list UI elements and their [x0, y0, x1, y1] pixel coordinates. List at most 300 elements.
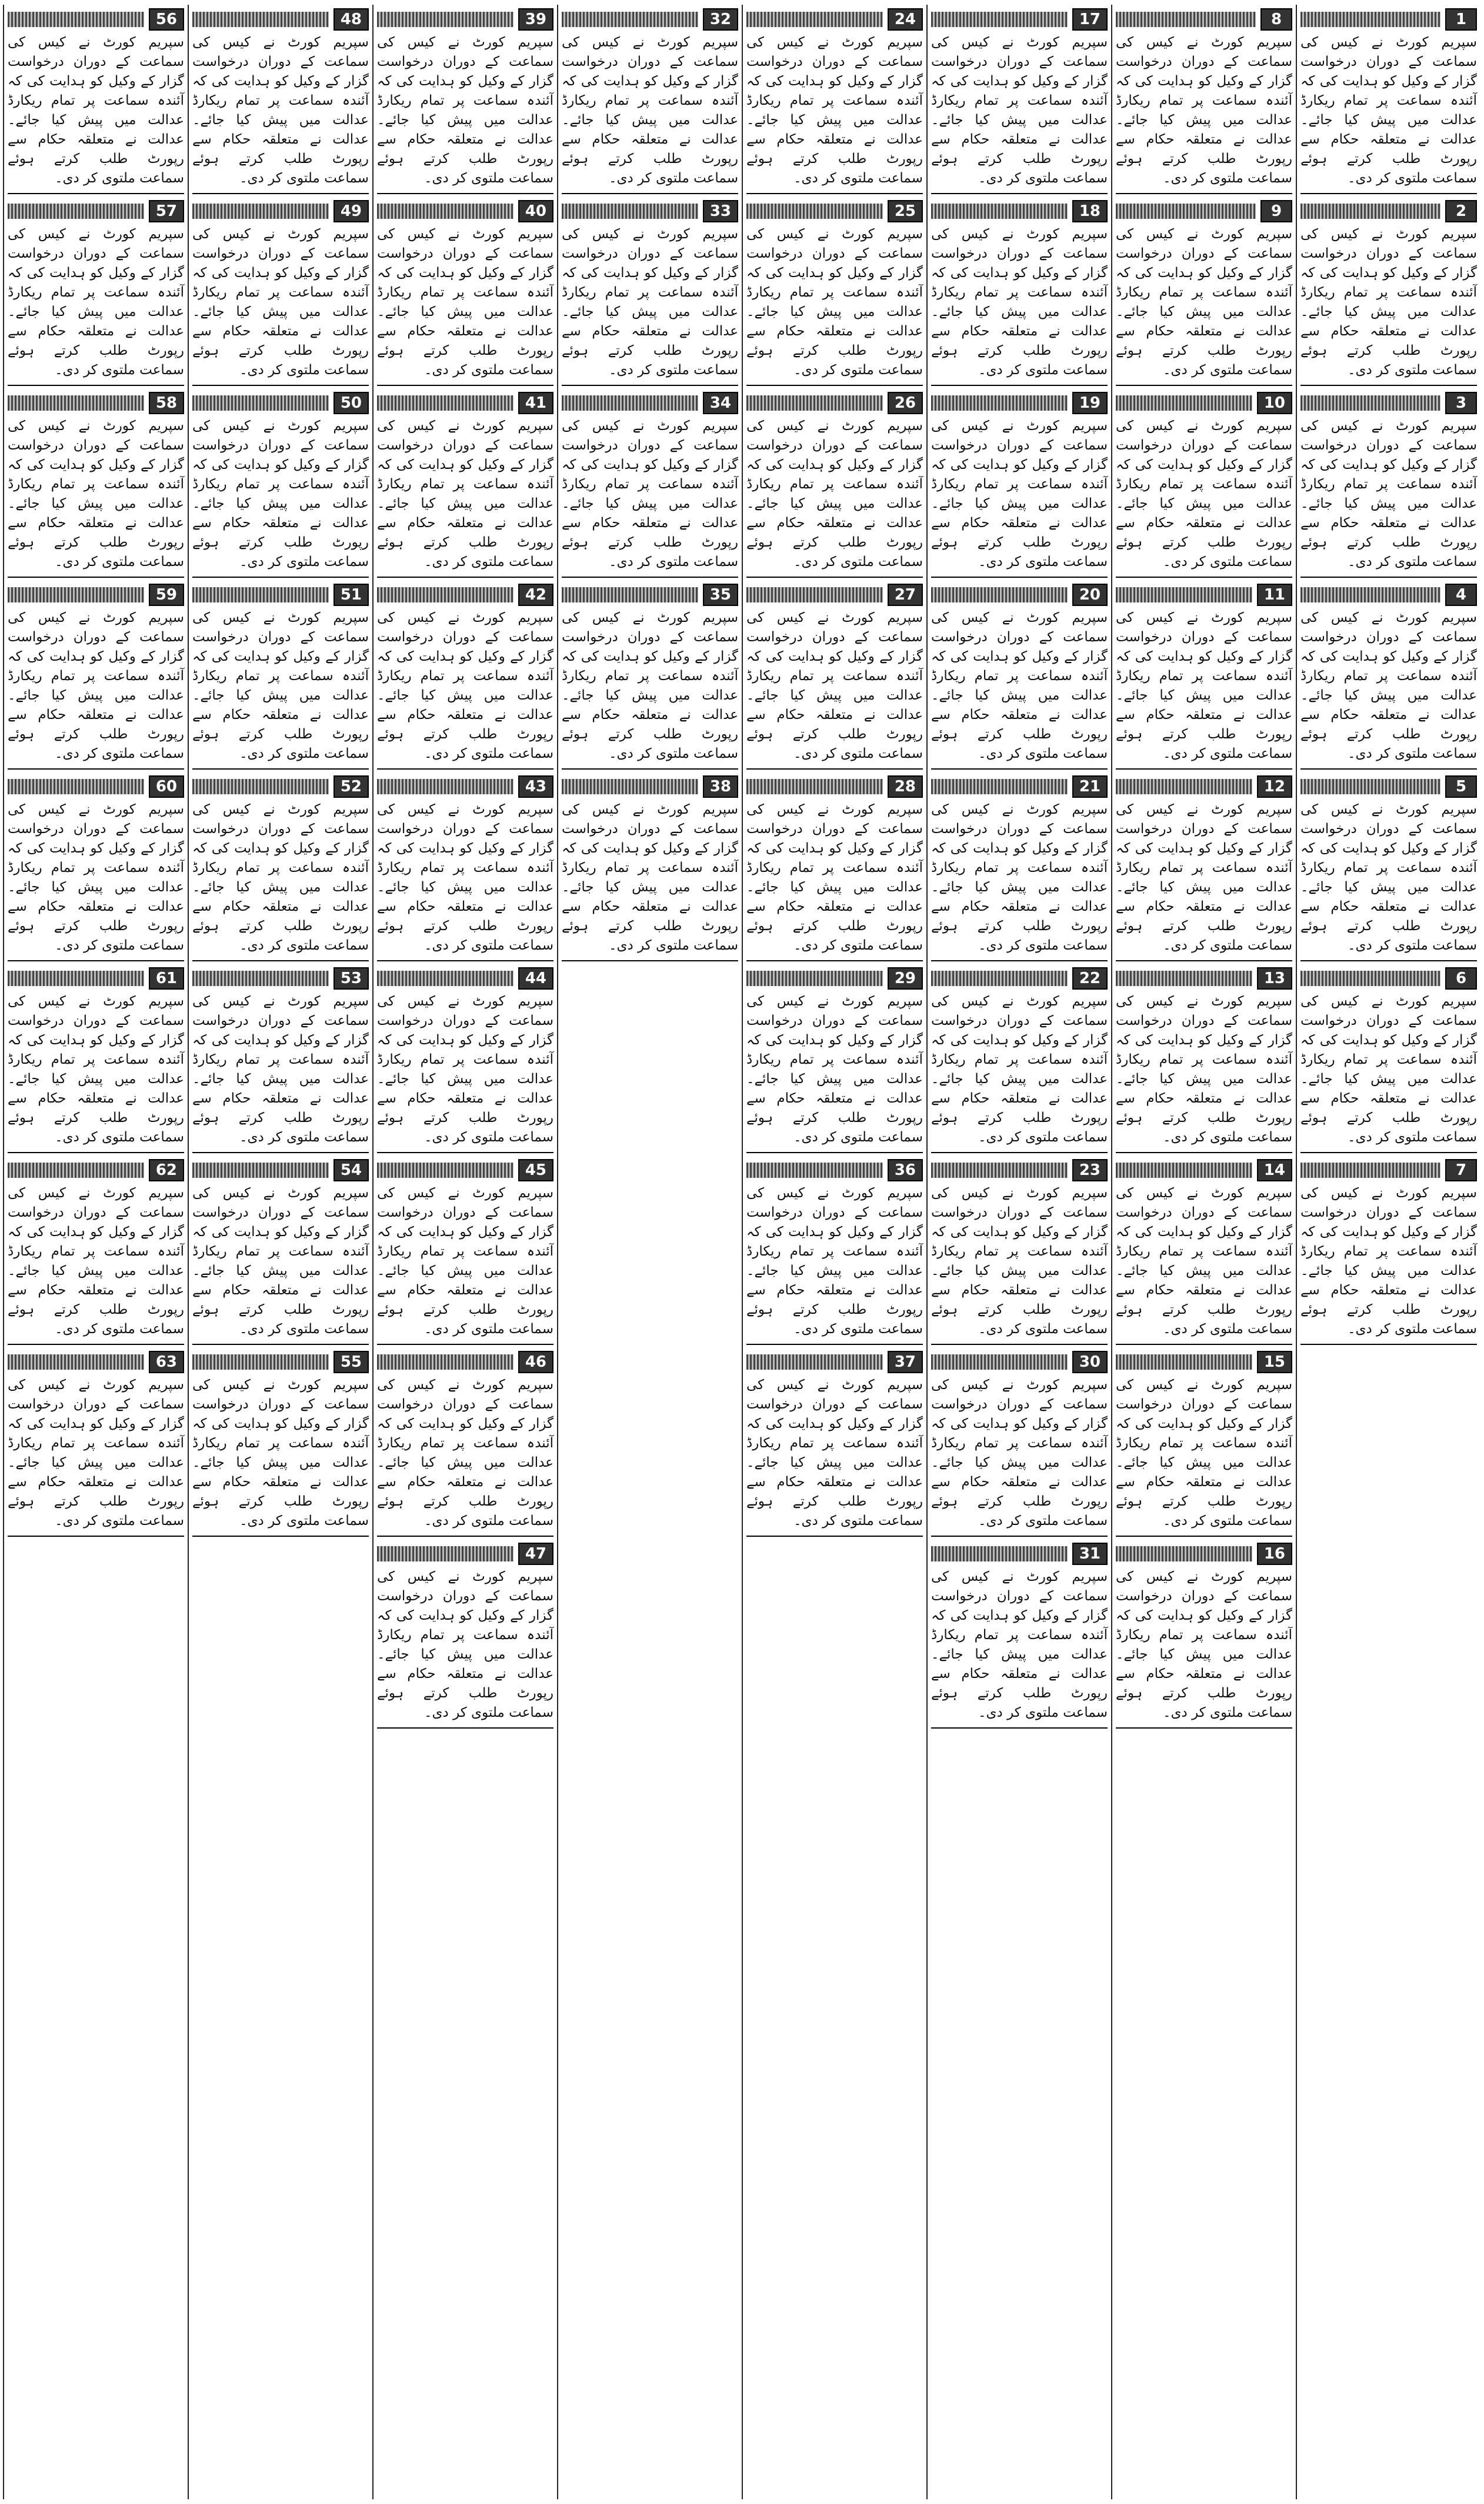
news-item — [8, 392, 184, 578]
news-item — [192, 967, 369, 1153]
news-item-header — [931, 967, 1108, 990]
news-item-body: سپریم کورٹ نے کیس کی سماعت کے دوران درخواست گزار کے وکیل کو ہدایت کی کہ آئندہ سماعت پر تمام ریکارڈ عدالت میں پیش کیا جائے۔ عدالت نے متعلقہ حکام سے رپورٹ طلب کرتے ہوئے سماعت ملتوی کر دی۔ — [8, 35, 184, 186]
item-separator — [931, 768, 1108, 770]
header-rule — [931, 1546, 1068, 1561]
header-rule — [377, 204, 513, 219]
news-item-header — [8, 967, 184, 990]
item-number-badge: 55 — [334, 1351, 369, 1373]
item-separator — [1116, 768, 1292, 770]
news-item-body: سپریم کورٹ نے کیس کی سماعت کے دوران درخواست گزار کے وکیل کو ہدایت کی کہ آئندہ سماعت پر تمام ریکارڈ عدالت میں پیش کیا جائے۔ عدالت نے متعلقہ حکام سے رپورٹ طلب کرتے ہوئے سماعت ملتوی کر دی۔ — [746, 418, 923, 570]
news-item-body: سپریم کورٹ نے کیس کی سماعت کے دوران درخواست گزار کے وکیل کو ہدایت کی کہ آئندہ سماعت پر تمام ریکارڈ عدالت میں پیش کیا جائے۔ عدالت نے متعلقہ حکام سے رپورٹ طلب کرتے ہوئے سماعت ملتوی کر دی۔ — [1116, 227, 1292, 378]
news-item — [192, 1351, 369, 1537]
news-item-body: سپریم کورٹ نے کیس کی سماعت کے دوران درخواست گزار کے وکیل کو ہدایت کی کہ آئندہ سماعت پر تمام ریکارڈ عدالت میں پیش کیا جائے۔ عدالت نے متعلقہ حکام سے رپورٹ طلب کرتے ہوئے سماعت ملتوی کر دی۔ — [1300, 610, 1477, 761]
news-item — [746, 967, 923, 1153]
header-rule — [192, 1163, 329, 1178]
news-item — [746, 200, 923, 386]
item-separator — [377, 577, 553, 578]
item-separator — [377, 1344, 553, 1345]
news-item-body: سپریم کورٹ نے کیس کی سماعت کے دوران درخواست گزار کے وکیل کو ہدایت کی کہ آئندہ سماعت پر تمام ریکارڈ عدالت میں پیش کیا جائے۔ عدالت نے متعلقہ حکام سے رپورٹ طلب کرتے ہوئے سماعت ملتوی کر دی۔ — [931, 418, 1108, 570]
news-item — [746, 1351, 923, 1537]
news-item — [1300, 584, 1477, 770]
news-item-body: سپریم کورٹ نے کیس کی سماعت کے دوران درخواست گزار کے وکیل کو ہدایت کی کہ آئندہ سماعت پر تمام ریکارڈ عدالت میں پیش کیا جائے۔ عدالت نے متعلقہ حکام سے رپورٹ طلب کرتے ہوئے سماعت ملتوی کر دی۔ — [1116, 994, 1292, 1145]
header-rule — [377, 779, 513, 794]
item-separator — [1116, 1152, 1292, 1153]
item-number-badge: 27 — [888, 584, 923, 606]
news-item-body: سپریم کورٹ نے کیس کی سماعت کے دوران درخواست گزار کے وکیل کو ہدایت کی کہ آئندہ سماعت پر تمام ریکارڈ عدالت میں پیش کیا جائے۔ عدالت نے متعلقہ حکام سے رپورٹ طلب کرتے ہوئے سماعت ملتوی کر دی۔ — [1116, 35, 1292, 186]
item-number-badge: 33 — [703, 200, 738, 222]
item-number-badge: 6 — [1445, 967, 1477, 990]
news-item — [377, 775, 553, 961]
header-rule — [8, 779, 144, 794]
news-item-body: سپریم کورٹ نے کیس کی سماعت کے دوران درخواست گزار کے وکیل کو ہدایت کی کہ آئندہ سماعت پر تمام ریکارڈ عدالت میں پیش کیا جائے۔ عدالت نے متعلقہ حکام سے رپورٹ طلب کرتے ہوئے سماعت ملتوی کر دی۔ — [746, 802, 923, 953]
news-item-header — [377, 1159, 553, 1181]
item-number-badge: 60 — [149, 775, 184, 798]
news-item — [931, 392, 1108, 578]
item-number-badge: 54 — [334, 1159, 369, 1181]
item-separator — [1300, 960, 1477, 961]
news-item-header — [1300, 392, 1477, 414]
news-item-header — [931, 1159, 1108, 1181]
item-number-badge: 16 — [1257, 1543, 1292, 1565]
item-separator — [1300, 577, 1477, 578]
header-rule — [192, 587, 329, 602]
header-rule — [8, 12, 144, 27]
news-item-header — [1300, 967, 1477, 990]
news-item-body: سپریم کورٹ نے کیس کی سماعت کے دوران درخواست گزار کے وکیل کو ہدایت کی کہ آئندہ سماعت پر تمام ریکارڈ عدالت میں پیش کیا جائے۔ عدالت نے متعلقہ حکام سے رپورٹ طلب کرتے ہوئے سماعت ملتوی کر دی۔ — [562, 418, 738, 570]
news-item-header — [377, 200, 553, 222]
header-rule — [562, 12, 698, 27]
news-column — [1296, 5, 1480, 2499]
header-rule — [1300, 1163, 1440, 1178]
header-rule — [377, 971, 513, 986]
item-number-badge: 47 — [518, 1543, 553, 1565]
news-item-body: سپریم کورٹ نے کیس کی سماعت کے دوران درخواست گزار کے وکیل کو ہدایت کی کہ آئندہ سماعت پر تمام ریکارڈ عدالت میں پیش کیا جائے۔ عدالت نے متعلقہ حکام سے رپورٹ طلب کرتے ہوئے سماعت ملتوی کر دی۔ — [1300, 418, 1477, 570]
item-separator — [377, 1152, 553, 1153]
item-separator — [192, 193, 369, 194]
news-item — [562, 200, 738, 386]
news-item — [192, 775, 369, 961]
news-item-body: سپریم کورٹ نے کیس کی سماعت کے دوران درخواست گزار کے وکیل کو ہدایت کی کہ آئندہ سماعت پر تمام ریکارڈ عدالت میں پیش کیا جائے۔ عدالت نے متعلقہ حکام سے رپورٹ طلب کرتے ہوئے سماعت ملتوی کر دی۔ — [377, 35, 553, 186]
item-number-badge: 39 — [518, 8, 553, 31]
header-rule — [8, 971, 144, 986]
item-number-badge: 28 — [888, 775, 923, 798]
news-item-body: سپریم کورٹ نے کیس کی سماعت کے دوران درخواست گزار کے وکیل کو ہدایت کی کہ آئندہ سماعت پر تمام ریکارڈ عدالت میں پیش کیا جائے۔ عدالت نے متعلقہ حکام سے رپورٹ طلب کرتے ہوئے سماعت ملتوی کر دی۔ — [931, 1377, 1108, 1529]
news-item-header — [746, 967, 923, 990]
header-rule — [562, 587, 698, 602]
header-rule — [931, 204, 1068, 219]
news-item-header — [377, 1351, 553, 1373]
news-item — [1116, 392, 1292, 578]
item-number-badge: 2 — [1445, 200, 1477, 222]
news-item-body: سپریم کورٹ نے کیس کی سماعت کے دوران درخواست گزار کے وکیل کو ہدایت کی کہ آئندہ سماعت پر تمام ریکارڈ عدالت میں پیش کیا جائے۔ عدالت نے متعلقہ حکام سے رپورٹ طلب کرتے ہوئے سماعت ملتوی کر دی۔ — [377, 1186, 553, 1337]
item-number-badge: 23 — [1072, 1159, 1108, 1181]
header-rule — [562, 395, 698, 411]
item-number-badge: 13 — [1257, 967, 1292, 990]
news-item-body: سپریم کورٹ نے کیس کی سماعت کے دوران درخواست گزار کے وکیل کو ہدایت کی کہ آئندہ سماعت پر تمام ریکارڈ عدالت میں پیش کیا جائے۔ عدالت نے متعلقہ حکام سے رپورٹ طلب کرتے ہوئے سماعت ملتوی کر دی۔ — [192, 35, 369, 186]
news-item-body: سپریم کورٹ نے کیس کی سماعت کے دوران درخواست گزار کے وکیل کو ہدایت کی کہ آئندہ سماعت پر تمام ریکارڈ عدالت میں پیش کیا جائے۔ عدالت نے متعلقہ حکام سے رپورٹ طلب کرتے ہوئے سماعت ملتوی کر دی۔ — [931, 35, 1108, 186]
news-item-header — [377, 584, 553, 606]
news-item — [377, 8, 553, 194]
news-item-header — [1300, 775, 1477, 798]
news-item-header — [562, 584, 738, 606]
news-item-header — [746, 1159, 923, 1181]
item-number-badge: 51 — [334, 584, 369, 606]
news-item-header — [931, 392, 1108, 414]
news-item-header — [931, 1543, 1108, 1565]
news-item-body: سپریم کورٹ نے کیس کی سماعت کے دوران درخواست گزار کے وکیل کو ہدایت کی کہ آئندہ سماعت پر تمام ریکارڈ عدالت میں پیش کیا جائے۔ عدالت نے متعلقہ حکام سے رپورٹ طلب کرتے ہوئے سماعت ملتوی کر دی۔ — [377, 1377, 553, 1529]
news-item-body: سپریم کورٹ نے کیس کی سماعت کے دوران درخواست گزار کے وکیل کو ہدایت کی کہ آئندہ سماعت پر تمام ریکارڈ عدالت میں پیش کیا جائے۔ عدالت نے متعلقہ حکام سے رپورٹ طلب کرتے ہوئے سماعت ملتوی کر دی۔ — [377, 994, 553, 1145]
item-separator — [1300, 768, 1477, 770]
news-item-body: سپریم کورٹ نے کیس کی سماعت کے دوران درخواست گزار کے وکیل کو ہدایت کی کہ آئندہ سماعت پر تمام ریکارڈ عدالت میں پیش کیا جائے۔ عدالت نے متعلقہ حکام سے رپورٹ طلب کرتے ہوئے سماعت ملتوی کر دی۔ — [562, 802, 738, 953]
header-rule — [562, 204, 698, 219]
item-separator — [746, 1344, 923, 1345]
header-rule — [746, 395, 883, 411]
news-item — [746, 584, 923, 770]
header-rule — [1116, 1546, 1252, 1561]
news-item-body: سپریم کورٹ نے کیس کی سماعت کے دوران درخواست گزار کے وکیل کو ہدایت کی کہ آئندہ سماعت پر تمام ریکارڈ عدالت میں پیش کیا جائے۔ عدالت نے متعلقہ حکام سے رپورٹ طلب کرتے ہوئے سماعت ملتوی کر دی۔ — [377, 1569, 553, 1720]
item-separator — [746, 577, 923, 578]
news-item-header — [1300, 584, 1477, 606]
header-rule — [377, 587, 513, 602]
news-item-header — [746, 8, 923, 31]
item-separator — [377, 385, 553, 386]
news-item-body: سپریم کورٹ نے کیس کی سماعت کے دوران درخواست گزار کے وکیل کو ہدایت کی کہ آئندہ سماعت پر تمام ریکارڈ عدالت میں پیش کیا جائے۔ عدالت نے متعلقہ حکام سے رپورٹ طلب کرتے ہوئے سماعت ملتوی کر دی۔ — [8, 227, 184, 378]
news-item — [562, 8, 738, 194]
item-number-badge: 43 — [518, 775, 553, 798]
item-separator — [746, 768, 923, 770]
item-number-badge: 5 — [1445, 775, 1477, 798]
item-separator — [377, 768, 553, 770]
item-separator — [192, 385, 369, 386]
news-item-header — [1300, 200, 1477, 222]
news-item — [1116, 8, 1292, 194]
news-item — [8, 775, 184, 961]
news-item-header — [746, 775, 923, 798]
news-item — [562, 584, 738, 770]
item-separator — [1116, 1727, 1292, 1729]
news-item-body: سپریم کورٹ نے کیس کی سماعت کے دوران درخواست گزار کے وکیل کو ہدایت کی کہ آئندہ سماعت پر تمام ریکارڈ عدالت میں پیش کیا جائے۔ عدالت نے متعلقہ حکام سے رپورٹ طلب کرتے ہوئے سماعت ملتوی کر دی۔ — [1116, 418, 1292, 570]
news-item — [377, 967, 553, 1153]
news-item-header — [1116, 8, 1292, 31]
news-item-header — [192, 392, 369, 414]
item-separator — [377, 1536, 553, 1537]
header-rule — [192, 971, 329, 986]
item-separator — [931, 1727, 1108, 1729]
news-item — [1116, 775, 1292, 961]
news-item-body: سپریم کورٹ نے کیس کی سماعت کے دوران درخواست گزار کے وکیل کو ہدایت کی کہ آئندہ سماعت پر تمام ریکارڈ عدالت میں پیش کیا جائے۔ عدالت نے متعلقہ حکام سے رپورٹ طلب کرتے ہوئے سماعت ملتوی کر دی۔ — [562, 610, 738, 761]
header-rule — [192, 12, 329, 27]
header-rule — [1300, 971, 1440, 986]
news-item-body: سپریم کورٹ نے کیس کی سماعت کے دوران درخواست گزار کے وکیل کو ہدایت کی کہ آئندہ سماعت پر تمام ریکارڈ عدالت میں پیش کیا جائے۔ عدالت نے متعلقہ حکام سے رپورٹ طلب کرتے ہوئے سماعت ملتوی کر دی۔ — [931, 994, 1108, 1145]
news-item-body: سپریم کورٹ نے کیس کی سماعت کے دوران درخواست گزار کے وکیل کو ہدایت کی کہ آئندہ سماعت پر تمام ریکارڈ عدالت میں پیش کیا جائے۔ عدالت نے متعلقہ حکام سے رپورٹ طلب کرتے ہوئے سماعت ملتوی کر دی۔ — [8, 418, 184, 570]
news-item — [192, 584, 369, 770]
item-separator — [377, 960, 553, 961]
item-number-badge: 19 — [1072, 392, 1108, 414]
news-item — [1300, 775, 1477, 961]
header-rule — [1116, 971, 1252, 986]
news-item-header — [192, 200, 369, 222]
item-separator — [562, 960, 738, 961]
item-number-badge: 34 — [703, 392, 738, 414]
item-number-badge: 59 — [149, 584, 184, 606]
news-item-body: سپریم کورٹ نے کیس کی سماعت کے دوران درخواست گزار کے وکیل کو ہدایت کی کہ آئندہ سماعت پر تمام ریکارڈ عدالت میں پیش کیا جائے۔ عدالت نے متعلقہ حکام سے رپورٹ طلب کرتے ہوئے سماعت ملتوی کر دی۔ — [1300, 227, 1477, 378]
item-number-badge: 53 — [334, 967, 369, 990]
news-item — [931, 584, 1108, 770]
header-rule — [746, 1163, 883, 1178]
news-item-body: سپریم کورٹ نے کیس کی سماعت کے دوران درخواست گزار کے وکیل کو ہدایت کی کہ آئندہ سماعت پر تمام ریکارڈ عدالت میں پیش کیا جائے۔ عدالت نے متعلقہ حکام سے رپورٹ طلب کرتے ہوئے سماعت ملتوی کر دی۔ — [192, 1186, 369, 1337]
item-number-badge: 52 — [334, 775, 369, 798]
header-rule — [1300, 395, 1440, 411]
item-number-badge: 62 — [149, 1159, 184, 1181]
header-rule — [377, 1546, 513, 1561]
news-item — [377, 1543, 553, 1729]
news-item-body: سپریم کورٹ نے کیس کی سماعت کے دوران درخواست گزار کے وکیل کو ہدایت کی کہ آئندہ سماعت پر تمام ریکارڈ عدالت میں پیش کیا جائے۔ عدالت نے متعلقہ حکام سے رپورٹ طلب کرتے ہوئے سماعت ملتوی کر دی۔ — [192, 227, 369, 378]
item-number-badge: 63 — [149, 1351, 184, 1373]
header-rule — [1116, 587, 1252, 602]
item-number-badge: 46 — [518, 1351, 553, 1373]
news-item — [1116, 1543, 1292, 1729]
item-separator — [192, 1536, 369, 1537]
news-item — [746, 1159, 923, 1345]
news-item — [1300, 967, 1477, 1153]
news-item-header — [8, 8, 184, 31]
header-rule — [1116, 12, 1256, 27]
item-number-badge: 26 — [888, 392, 923, 414]
news-item-body: سپریم کورٹ نے کیس کی سماعت کے دوران درخواست گزار کے وکیل کو ہدایت کی کہ آئندہ سماعت پر تمام ریکارڈ عدالت میں پیش کیا جائے۔ عدالت نے متعلقہ حکام سے رپورٹ طلب کرتے ہوئے سماعت ملتوی کر دی۔ — [192, 1377, 369, 1529]
item-number-badge: 56 — [149, 8, 184, 31]
news-item-body: سپریم کورٹ نے کیس کی سماعت کے دوران درخواست گزار کے وکیل کو ہدایت کی کہ آئندہ سماعت پر تمام ریکارڈ عدالت میں پیش کیا جائے۔ عدالت نے متعلقہ حکام سے رپورٹ طلب کرتے ہوئے سماعت ملتوی کر دی۔ — [931, 802, 1108, 953]
item-separator — [1300, 385, 1477, 386]
news-column — [742, 5, 926, 2499]
news-item-body: سپریم کورٹ نے کیس کی سماعت کے دوران درخواست گزار کے وکیل کو ہدایت کی کہ آئندہ سماعت پر تمام ریکارڈ عدالت میں پیش کیا جائے۔ عدالت نے متعلقہ حکام سے رپورٹ طلب کرتے ہوئے سماعت ملتوی کر دی۔ — [931, 1186, 1108, 1337]
news-item — [8, 584, 184, 770]
news-item-header — [377, 967, 553, 990]
news-item-body: سپریم کورٹ نے کیس کی سماعت کے دوران درخواست گزار کے وکیل کو ہدایت کی کہ آئندہ سماعت پر تمام ریکارڈ عدالت میں پیش کیا جائے۔ عدالت نے متعلقہ حکام سے رپورٹ طلب کرتے ہوئے سماعت ملتوی کر دی۔ — [192, 802, 369, 953]
news-item-body: سپریم کورٹ نے کیس کی سماعت کے دوران درخواست گزار کے وکیل کو ہدایت کی کہ آئندہ سماعت پر تمام ریکارڈ عدالت میں پیش کیا جائے۔ عدالت نے متعلقہ حکام سے رپورٹ طلب کرتے ہوئے سماعت ملتوی کر دی۔ — [8, 1186, 184, 1337]
news-item-header — [1300, 8, 1477, 31]
news-item — [562, 775, 738, 961]
header-rule — [1116, 1163, 1252, 1178]
news-item — [746, 8, 923, 194]
news-item — [8, 967, 184, 1153]
item-separator — [8, 768, 184, 770]
news-item-header — [562, 8, 738, 31]
item-separator — [192, 1152, 369, 1153]
news-item — [1116, 1159, 1292, 1345]
news-item-body: سپریم کورٹ نے کیس کی سماعت کے دوران درخواست گزار کے وکیل کو ہدایت کی کہ آئندہ سماعت پر تمام ریکارڈ عدالت میں پیش کیا جائے۔ عدالت نے متعلقہ حکام سے رپورٹ طلب کرتے ہوئے سماعت ملتوی کر دی۔ — [192, 610, 369, 761]
header-rule — [192, 779, 329, 794]
item-separator — [931, 385, 1108, 386]
news-item-body: سپریم کورٹ نے کیس کی سماعت کے دوران درخواست گزار کے وکیل کو ہدایت کی کہ آئندہ سماعت پر تمام ریکارڈ عدالت میں پیش کیا جائے۔ عدالت نے متعلقہ حکام سے رپورٹ طلب کرتے ہوئے سماعت ملتوی کر دی۔ — [1116, 610, 1292, 761]
news-item-body: سپریم کورٹ نے کیس کی سماعت کے دوران درخواست گزار کے وکیل کو ہدایت کی کہ آئندہ سماعت پر تمام ریکارڈ عدالت میں پیش کیا جائے۔ عدالت نے متعلقہ حکام سے رپورٹ طلب کرتے ہوئے سماعت ملتوی کر دی۔ — [931, 1569, 1108, 1720]
header-rule — [931, 971, 1068, 986]
news-item — [931, 8, 1108, 194]
item-number-badge: 30 — [1072, 1351, 1108, 1373]
news-item — [1116, 200, 1292, 386]
header-rule — [746, 587, 883, 602]
news-item-header — [377, 775, 553, 798]
news-item-body: سپریم کورٹ نے کیس کی سماعت کے دوران درخواست گزار کے وکیل کو ہدایت کی کہ آئندہ سماعت پر تمام ریکارڈ عدالت میں پیش کیا جائے۔ عدالت نے متعلقہ حکام سے رپورٹ طلب کرتے ہوئے سماعت ملتوی کر دی۔ — [1300, 35, 1477, 186]
item-number-badge: 41 — [518, 392, 553, 414]
header-rule — [377, 395, 513, 411]
news-item-header — [377, 8, 553, 31]
item-separator — [192, 960, 369, 961]
news-item-header — [8, 200, 184, 222]
news-item-body: سپریم کورٹ نے کیس کی سماعت کے دوران درخواست گزار کے وکیل کو ہدایت کی کہ آئندہ سماعت پر تمام ریکارڈ عدالت میں پیش کیا جائے۔ عدالت نے متعلقہ حکام سے رپورٹ طلب کرتے ہوئے سماعت ملتوی کر دی۔ — [562, 35, 738, 186]
news-item-header — [931, 200, 1108, 222]
item-number-badge: 22 — [1072, 967, 1108, 990]
item-number-badge: 50 — [334, 392, 369, 414]
item-separator — [746, 193, 923, 194]
news-item-header — [746, 1351, 923, 1373]
item-separator — [931, 577, 1108, 578]
header-rule — [1116, 1354, 1252, 1370]
item-separator — [1300, 1344, 1477, 1345]
item-separator — [931, 1344, 1108, 1345]
news-item-header — [1116, 967, 1292, 990]
header-rule — [746, 1354, 883, 1370]
header-rule — [1116, 779, 1252, 794]
news-item-header — [8, 775, 184, 798]
header-rule — [931, 587, 1068, 602]
item-separator — [746, 1152, 923, 1153]
news-item-header — [1116, 1543, 1292, 1565]
news-item-body: سپریم کورٹ نے کیس کی سماعت کے دوران درخواست گزار کے وکیل کو ہدایت کی کہ آئندہ سماعت پر تمام ریکارڈ عدالت میں پیش کیا جائے۔ عدالت نے متعلقہ حکام سے رپورٹ طلب کرتے ہوئے سماعت ملتوی کر دی۔ — [746, 227, 923, 378]
item-separator — [931, 1536, 1108, 1537]
item-separator — [746, 1536, 923, 1537]
news-item — [8, 1159, 184, 1345]
news-item — [746, 392, 923, 578]
news-item-header — [8, 1159, 184, 1181]
item-number-badge: 29 — [888, 967, 923, 990]
item-separator — [377, 193, 553, 194]
news-item — [8, 8, 184, 194]
news-item — [377, 392, 553, 578]
header-rule — [931, 395, 1068, 411]
news-item-header — [1300, 1159, 1477, 1181]
item-number-badge: 48 — [334, 8, 369, 31]
news-item-header — [746, 584, 923, 606]
header-rule — [8, 1163, 144, 1178]
item-separator — [192, 577, 369, 578]
item-number-badge: 36 — [888, 1159, 923, 1181]
item-number-badge: 44 — [518, 967, 553, 990]
item-number-badge: 37 — [888, 1351, 923, 1373]
news-item-header — [1116, 584, 1292, 606]
item-number-badge: 20 — [1072, 584, 1108, 606]
news-column — [372, 5, 557, 2499]
news-item-header — [931, 1351, 1108, 1373]
item-number-badge: 40 — [518, 200, 553, 222]
item-separator — [562, 577, 738, 578]
news-column — [188, 5, 372, 2499]
item-separator — [192, 768, 369, 770]
news-item-header — [192, 8, 369, 31]
item-separator — [8, 577, 184, 578]
header-rule — [931, 779, 1068, 794]
news-item-body: سپریم کورٹ نے کیس کی سماعت کے دوران درخواست گزار کے وکیل کو ہدایت کی کہ آئندہ سماعت پر تمام ریکارڈ عدالت میں پیش کیا جائے۔ عدالت نے متعلقہ حکام سے رپورٹ طلب کرتے ہوئے سماعت ملتوی کر دی۔ — [192, 418, 369, 570]
item-number-badge: 10 — [1257, 392, 1292, 414]
news-item — [1300, 1159, 1477, 1345]
news-item — [931, 775, 1108, 961]
item-number-badge: 25 — [888, 200, 923, 222]
header-rule — [192, 395, 329, 411]
item-separator — [192, 1344, 369, 1345]
news-column — [3, 5, 188, 2499]
item-separator — [8, 193, 184, 194]
item-number-badge: 24 — [888, 8, 923, 31]
news-item-body: سپریم کورٹ نے کیس کی سماعت کے دوران درخواست گزار کے وکیل کو ہدایت کی کہ آئندہ سماعت پر تمام ریکارڈ عدالت میں پیش کیا جائے۔ عدالت نے متعلقہ حکام سے رپورٹ طلب کرتے ہوئے سماعت ملتوی کر دی۔ — [746, 610, 923, 761]
news-item-header — [377, 1543, 553, 1565]
item-separator — [931, 1152, 1108, 1153]
item-number-badge: 32 — [703, 8, 738, 31]
news-column — [557, 5, 742, 2499]
news-item — [1116, 967, 1292, 1153]
item-number-badge: 58 — [149, 392, 184, 414]
header-rule — [192, 204, 329, 219]
news-item-header — [746, 392, 923, 414]
news-item-header — [746, 200, 923, 222]
item-separator — [562, 385, 738, 386]
header-rule — [377, 1163, 513, 1178]
news-item — [377, 584, 553, 770]
news-item-body: سپریم کورٹ نے کیس کی سماعت کے دوران درخواست گزار کے وکیل کو ہدایت کی کہ آئندہ سماعت پر تمام ریکارڈ عدالت میں پیش کیا جائے۔ عدالت نے متعلقہ حکام سے رپورٹ طلب کرتے ہوئے سماعت ملتوی کر دی۔ — [1116, 1377, 1292, 1529]
header-rule — [1300, 587, 1440, 602]
item-separator — [1300, 193, 1477, 194]
news-item-body: سپریم کورٹ نے کیس کی سماعت کے دوران درخواست گزار کے وکیل کو ہدایت کی کہ آئندہ سماعت پر تمام ریکارڈ عدالت میں پیش کیا جائے۔ عدالت نے متعلقہ حکام سے رپورٹ طلب کرتے ہوئے سماعت ملتوی کر دی۔ — [931, 227, 1108, 378]
news-item — [377, 1159, 553, 1345]
news-item-body: سپریم کورٹ نے کیس کی سماعت کے دوران درخواست گزار کے وکیل کو ہدایت کی کہ آئندہ سماعت پر تمام ریکارڈ عدالت میں پیش کیا جائے۔ عدالت نے متعلقہ حکام سے رپورٹ طلب کرتے ہوئے سماعت ملتوی کر دی۔ — [1116, 802, 1292, 953]
news-item-body: سپریم کورٹ نے کیس کی سماعت کے دوران درخواست گزار کے وکیل کو ہدایت کی کہ آئندہ سماعت پر تمام ریکارڈ عدالت میں پیش کیا جائے۔ عدالت نے متعلقہ حکام سے رپورٹ طلب کرتے ہوئے سماعت ملتوی کر دی۔ — [746, 35, 923, 186]
news-item — [192, 8, 369, 194]
item-separator — [377, 1727, 553, 1729]
item-number-badge: 61 — [149, 967, 184, 990]
header-rule — [1116, 395, 1252, 411]
news-item-header — [931, 775, 1108, 798]
item-separator — [1116, 577, 1292, 578]
news-item — [1300, 200, 1477, 386]
news-item — [8, 1351, 184, 1537]
news-item — [192, 392, 369, 578]
item-separator — [746, 960, 923, 961]
item-number-badge: 35 — [703, 584, 738, 606]
item-number-badge: 14 — [1257, 1159, 1292, 1181]
item-number-badge: 1 — [1445, 8, 1477, 31]
header-rule — [746, 12, 883, 27]
news-item-header — [8, 392, 184, 414]
header-rule — [8, 587, 144, 602]
news-item-body: سپریم کورٹ نے کیس کی سماعت کے دوران درخواست گزار کے وکیل کو ہدایت کی کہ آئندہ سماعت پر تمام ریکارڈ عدالت میں پیش کیا جائے۔ عدالت نے متعلقہ حکام سے رپورٹ طلب کرتے ہوئے سماعت ملتوی کر دی۔ — [377, 227, 553, 378]
item-number-badge: 57 — [149, 200, 184, 222]
item-separator — [8, 960, 184, 961]
item-separator — [1300, 1152, 1477, 1153]
news-item-header — [192, 1351, 369, 1373]
news-item — [931, 1351, 1108, 1537]
header-rule — [377, 1354, 513, 1370]
news-item-header — [562, 200, 738, 222]
news-item-body: سپریم کورٹ نے کیس کی سماعت کے دوران درخواست گزار کے وکیل کو ہدایت کی کہ آئندہ سماعت پر تمام ریکارڈ عدالت میں پیش کیا جائے۔ عدالت نے متعلقہ حکام سے رپورٹ طلب کرتے ہوئے سماعت ملتوی کر دی۔ — [1116, 1569, 1292, 1720]
item-separator — [931, 193, 1108, 194]
news-item — [931, 200, 1108, 386]
item-number-badge: 4 — [1445, 584, 1477, 606]
item-number-badge: 3 — [1445, 392, 1477, 414]
news-item-body: سپریم کورٹ نے کیس کی سماعت کے دوران درخواست گزار کے وکیل کو ہدایت کی کہ آئندہ سماعت پر تمام ریکارڈ عدالت میں پیش کیا جائے۔ عدالت نے متعلقہ حکام سے رپورٹ طلب کرتے ہوئے سماعت ملتوی کر دی۔ — [8, 802, 184, 953]
item-separator — [8, 1344, 184, 1345]
header-rule — [1300, 779, 1440, 794]
news-item-header — [1116, 392, 1292, 414]
news-item — [192, 200, 369, 386]
item-separator — [746, 385, 923, 386]
